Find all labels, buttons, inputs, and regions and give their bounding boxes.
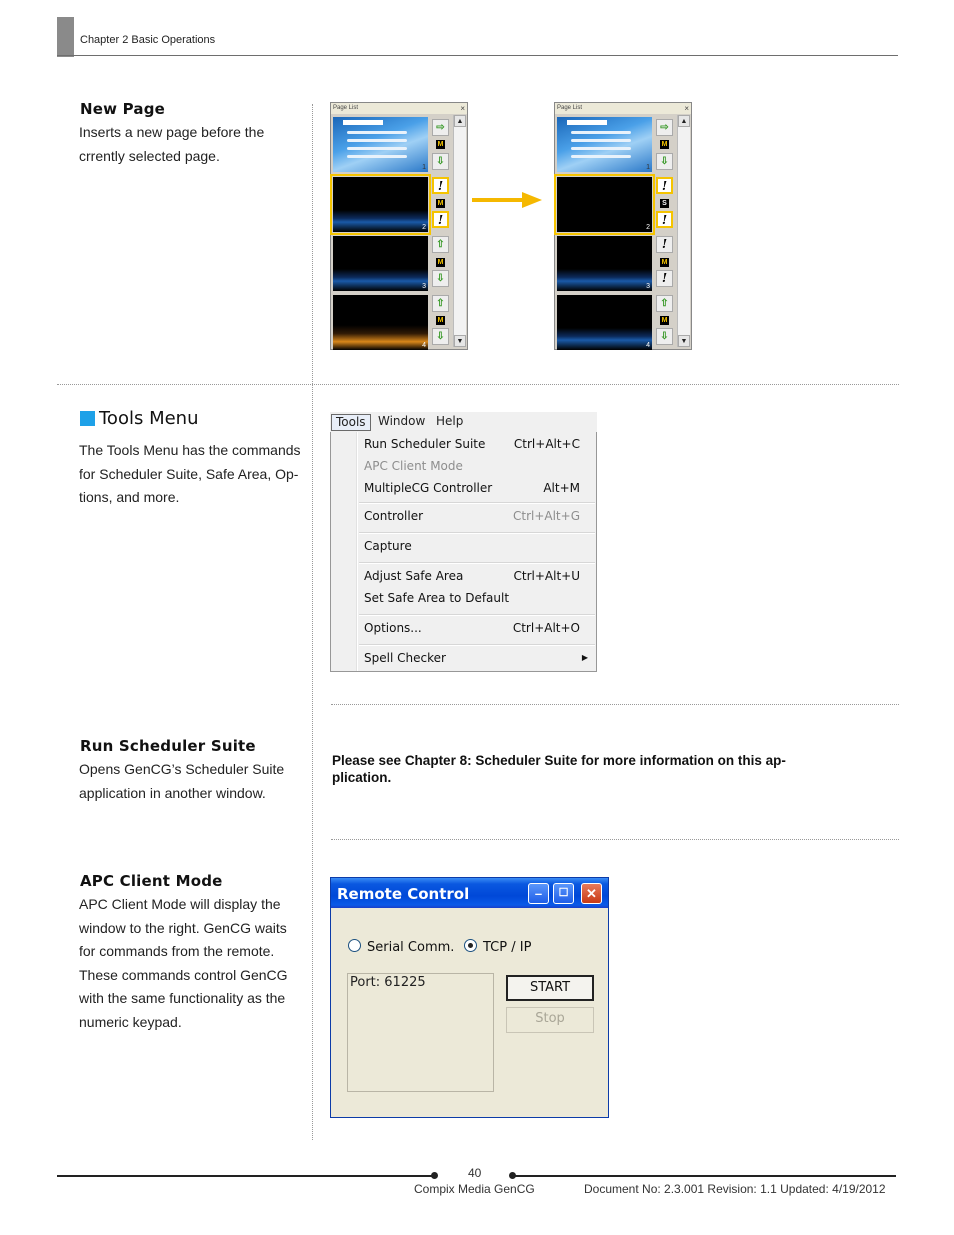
exclamation-icon[interactable]: !: [656, 236, 673, 253]
apc-heading: APC Client Mode: [80, 872, 223, 890]
arrow-down-icon[interactable]: ⇩: [432, 328, 449, 345]
m-icon: M: [437, 141, 444, 148]
tools-menu-heading: Tools Menu: [99, 408, 199, 429]
page-thumbnail[interactable]: [333, 295, 428, 350]
scroll-up-icon[interactable]: ▲: [678, 115, 690, 127]
scrollbar[interactable]: [677, 115, 690, 347]
page-list-before: [330, 102, 468, 350]
menu-item-adjust-safe-area[interactable]: Adjust Safe Area Ctrl+Alt+U: [364, 569, 580, 583]
footer-document-info: Document No: 2.3.001 Revision: 1.1 Updated: 4/19/2012: [584, 1182, 886, 1196]
exclamation-icon[interactable]: !: [656, 270, 673, 287]
transition-arrow: [472, 198, 524, 202]
run-scheduler-description: Opens GenCG’s Scheduler Suite application in another window.: [79, 761, 285, 801]
page-thumbnail[interactable]: [557, 295, 652, 350]
page-number: 1: [422, 164, 426, 171]
exclamation-icon[interactable]: !: [656, 211, 673, 228]
arrow-up-icon[interactable]: ⇧: [432, 236, 449, 253]
arrow-right-icon[interactable]: ⇨: [656, 119, 673, 136]
close-icon[interactable]: ✕: [581, 883, 602, 904]
page-number: 4: [646, 342, 650, 349]
page-number: 3: [422, 283, 426, 290]
new-page-heading: New Page: [80, 100, 166, 118]
menu-bar: [330, 412, 597, 433]
window-title: Remote Control: [337, 885, 470, 903]
column-divider: [312, 104, 313, 1140]
exclamation-icon[interactable]: !: [432, 211, 449, 228]
radio-selected-icon: [464, 939, 477, 952]
page-number: 2: [422, 224, 426, 231]
footer-product: Compix Media GenCG: [414, 1182, 535, 1196]
exclamation-icon[interactable]: !: [656, 177, 673, 194]
page-number: 4: [422, 342, 426, 349]
m-icon: M: [661, 141, 668, 148]
exclamation-icon[interactable]: !: [432, 177, 449, 194]
menu-separator: [359, 502, 595, 504]
m-icon: M: [661, 259, 668, 266]
page-thumbnail-selected[interactable]: [557, 177, 652, 232]
menu-item-capture[interactable]: Capture: [364, 539, 412, 553]
page-list-after: [554, 102, 692, 350]
arrow-down-icon[interactable]: ⇩: [432, 153, 449, 170]
stop-button[interactable]: Stop: [506, 1007, 594, 1033]
m-icon: M: [661, 317, 668, 324]
scroll-down-icon[interactable]: ▼: [454, 335, 466, 347]
section-divider: [331, 704, 899, 705]
page-number: 3: [646, 283, 650, 290]
page-number: 40: [468, 1166, 482, 1180]
tools-menu-description: The Tools Menu has the commands for Scheduler Suite, Safe Area, Op- tions, and more.: [79, 442, 301, 505]
menu-help[interactable]: Help: [436, 414, 464, 428]
menu-item-apc-client-mode[interactable]: APC Client Mode: [364, 459, 463, 473]
new-page-description: Inserts a new page before the crrently selected page.: [79, 124, 265, 164]
m-icon: M: [437, 259, 444, 266]
scheduler-note: Please see Chapter 8: Scheduler Suite for more information on this ap- plication.: [332, 753, 786, 785]
section-divider: [331, 839, 899, 840]
menu-separator: [359, 532, 595, 534]
menu-item-run-scheduler-suite[interactable]: Run Scheduler Suite Ctrl+Alt+C: [364, 437, 580, 451]
arrow-down-icon[interactable]: ⇩: [656, 328, 673, 345]
remote-control-window: [330, 877, 609, 1118]
arrow-up-icon[interactable]: ⇧: [432, 295, 449, 312]
page-thumbnail-selected[interactable]: [333, 177, 428, 232]
menu-window[interactable]: Window: [378, 414, 426, 428]
menu-separator: [359, 644, 595, 646]
menu-tools[interactable]: Tools: [331, 414, 371, 431]
section-square-icon: [80, 411, 95, 426]
close-icon[interactable]: ×: [460, 104, 465, 113]
scroll-up-icon[interactable]: ▲: [454, 115, 466, 127]
radio-icon: [348, 939, 361, 952]
footer-dot: [509, 1172, 516, 1179]
arrow-down-icon[interactable]: ⇩: [656, 153, 673, 170]
arrow-down-icon[interactable]: ⇩: [432, 270, 449, 287]
menu-item-set-safe-area-default[interactable]: Set Safe Area to Default: [364, 591, 510, 605]
chapter-title: Chapter 2 Basic Operations: [80, 34, 216, 46]
page-thumbnail[interactable]: [557, 236, 652, 291]
footer-dot: [431, 1172, 438, 1179]
menu-item-multiplecg-controller[interactable]: MultipleCG Controller Alt+M: [364, 481, 580, 495]
scroll-down-icon[interactable]: ▼: [678, 335, 690, 347]
run-scheduler-heading: Run Scheduler Suite: [80, 737, 256, 755]
page-thumbnail[interactable]: [333, 117, 428, 172]
arrow-right-icon[interactable]: ⇨: [432, 119, 449, 136]
window-titlebar[interactable]: [331, 878, 608, 908]
close-icon[interactable]: ×: [684, 104, 689, 113]
header-bar: [57, 17, 74, 57]
s-icon: S: [660, 199, 669, 208]
maximize-icon[interactable]: ☐: [553, 883, 574, 904]
transition-arrow-head: [522, 192, 542, 208]
arrow-up-icon[interactable]: ⇧: [656, 295, 673, 312]
log-box: Port: 61225: [347, 973, 494, 1092]
page-number: 1: [646, 164, 650, 171]
minimize-icon[interactable]: –: [528, 883, 549, 904]
page-list-titlebar: Page List ×: [333, 104, 465, 113]
tcp-ip-radio[interactable]: TCP / IP: [464, 939, 531, 955]
page-thumbnail[interactable]: [557, 117, 652, 172]
header-rule: [57, 55, 898, 56]
menu-item-spell-checker[interactable]: Spell Checker ▶: [364, 651, 588, 665]
start-button[interactable]: START: [506, 975, 594, 1001]
submenu-arrow-icon: ▶: [581, 653, 588, 662]
page-number: 2: [646, 224, 650, 231]
menu-separator: [359, 562, 595, 564]
menu-item-controller[interactable]: Controller Ctrl+Alt+G: [364, 509, 580, 523]
apc-description: APC Client Mode will display the window to the right. GenCG waits for commands from the remote. These commands control GenCG with the same functionality as the numeric keypad.: [79, 896, 288, 1030]
section-divider: [57, 384, 899, 385]
footer-rule: [514, 1175, 896, 1177]
tools-dropdown: [330, 432, 597, 672]
scrollbar[interactable]: [453, 115, 466, 347]
page-list-titlebar: Page List ×: [557, 104, 689, 113]
serial-comm-radio[interactable]: Serial Comm.: [348, 939, 454, 955]
footer-rule: [57, 1175, 437, 1177]
page-thumbnail[interactable]: [333, 236, 428, 291]
menu-separator: [359, 614, 595, 616]
m-icon: M: [437, 317, 444, 324]
m-icon: M: [437, 200, 444, 207]
menu-item-options[interactable]: Options... Ctrl+Alt+O: [364, 621, 580, 635]
